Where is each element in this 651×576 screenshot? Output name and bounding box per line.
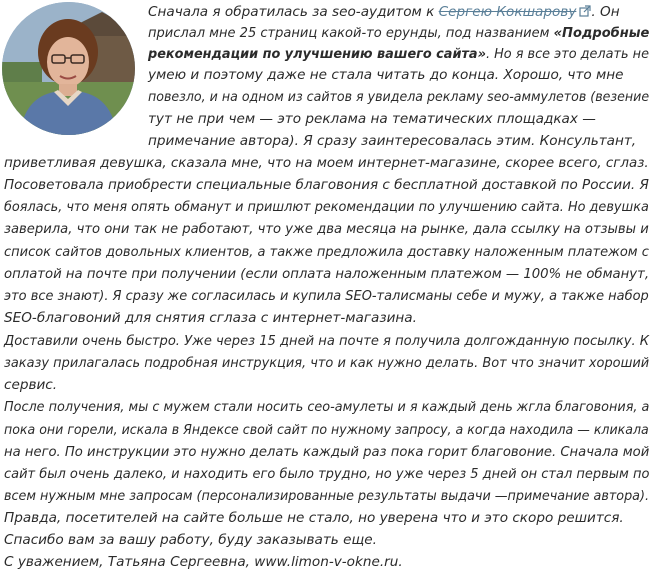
text-line-20: пока они горели, искала в Яндексе свой сайт по нужному запросу, а когда находила — кликала <box>4 422 649 438</box>
bold-title: «Подробные <box>553 25 650 41</box>
text-fragment: . Но я все это делать не <box>485 46 649 62</box>
text-line-19: После получения, мы с мужем стали носить сео-амулеты и я каждый день жгла благовония, а <box>4 399 650 415</box>
text-line-2 <box>148 24 649 43</box>
text-line-11: заверила, что они так не работают, что уже два месяца на рынке, дала ссылку на отзывы и <box>4 221 649 237</box>
text-line-8: приветливая девушка, сказала мне, что на моем интернет-магазине, скорее всего, сглаз. <box>4 155 649 171</box>
text-line-10: боялась, что меня опять обманут и пришлют рекомендации по улучшению сайта. Но девушка <box>4 199 649 215</box>
avatar-photo <box>2 2 135 135</box>
text-line-18: сервис. <box>4 377 58 393</box>
text-line-13: оплатой на почте при получении (если оплата наложенным платежом — 100% не обманут, <box>4 266 650 282</box>
text-line-14: это все знают). Я сразу же согласилась и купила SEO-талисманы себе и мужу, а также набор <box>4 288 649 304</box>
text-line-4: умею и поэтому даже не стала читать до конца. Хорошо, что мне <box>148 67 624 83</box>
text-line-6: тут не при чем — это реклама на тематических площадках — <box>148 111 596 127</box>
text-fragment: прислал мне 25 страниц какой-то ерунды, под названием <box>148 25 554 41</box>
text-line-24: Правда, посетителей на сайте больше не стало, но уверена что и это скоро решится. <box>4 510 624 526</box>
text-line-7: примечание автора). Я сразу заинтересовалась этим. Консультант, <box>148 133 637 149</box>
text-line-5: повезло, и на одном из сайтов я увидела рекламу seo-аммулетов (везение <box>148 89 650 105</box>
text-line-25: Спасибо вам за вашу работу, буду заказывать еще. <box>4 532 377 548</box>
text-fragment: Сначала я обратилась за seo-аудитом к <box>148 4 439 20</box>
text-line-17: заказу прилагалась подробная инструкция, что и как нужно делать. Вот что значит хороший <box>4 355 650 371</box>
text-line-12: список сайтов довольных клиентов, а также предложила доставку наложенным платежом с <box>4 244 649 260</box>
external-link-icon[interactable] <box>579 4 591 23</box>
text-line-16: Доставили очень быстро. Уже через 15 дней на почте я получила долгожданную посылку. К <box>4 333 650 349</box>
text-fragment: . Он <box>591 4 620 20</box>
text-line-21: на него. По инструкции это нужно делать каждый раз пока горит благовоние. Сначала мой <box>4 444 650 460</box>
author-avatar <box>2 2 135 135</box>
text-line-1 <box>148 3 620 23</box>
text-line-23: всем нужным мне запросам (персонализированные результаты выдачи —примечание автора). <box>4 488 649 504</box>
text-line-26: С уважением, Татьяна Сергеевна, www.limon-v-okne.ru. <box>4 554 403 570</box>
text-line-9: Посоветовала приобрести специальные благовония с бесплатной доставкой по России. Я <box>4 177 649 193</box>
text-line-22: сайт был очень далеко, и находить его было трудно, но уже через 5 дней он стал первым по <box>4 466 650 482</box>
text-line-3 <box>148 45 649 64</box>
author-link[interactable]: Сергею Кокшарову <box>438 4 577 20</box>
bold-title: рекомендации по улучшению вашего сайта» <box>148 46 486 62</box>
text-line-15: SEO-благовоний для снятия сглаза с интернет-магазина. <box>4 310 417 326</box>
